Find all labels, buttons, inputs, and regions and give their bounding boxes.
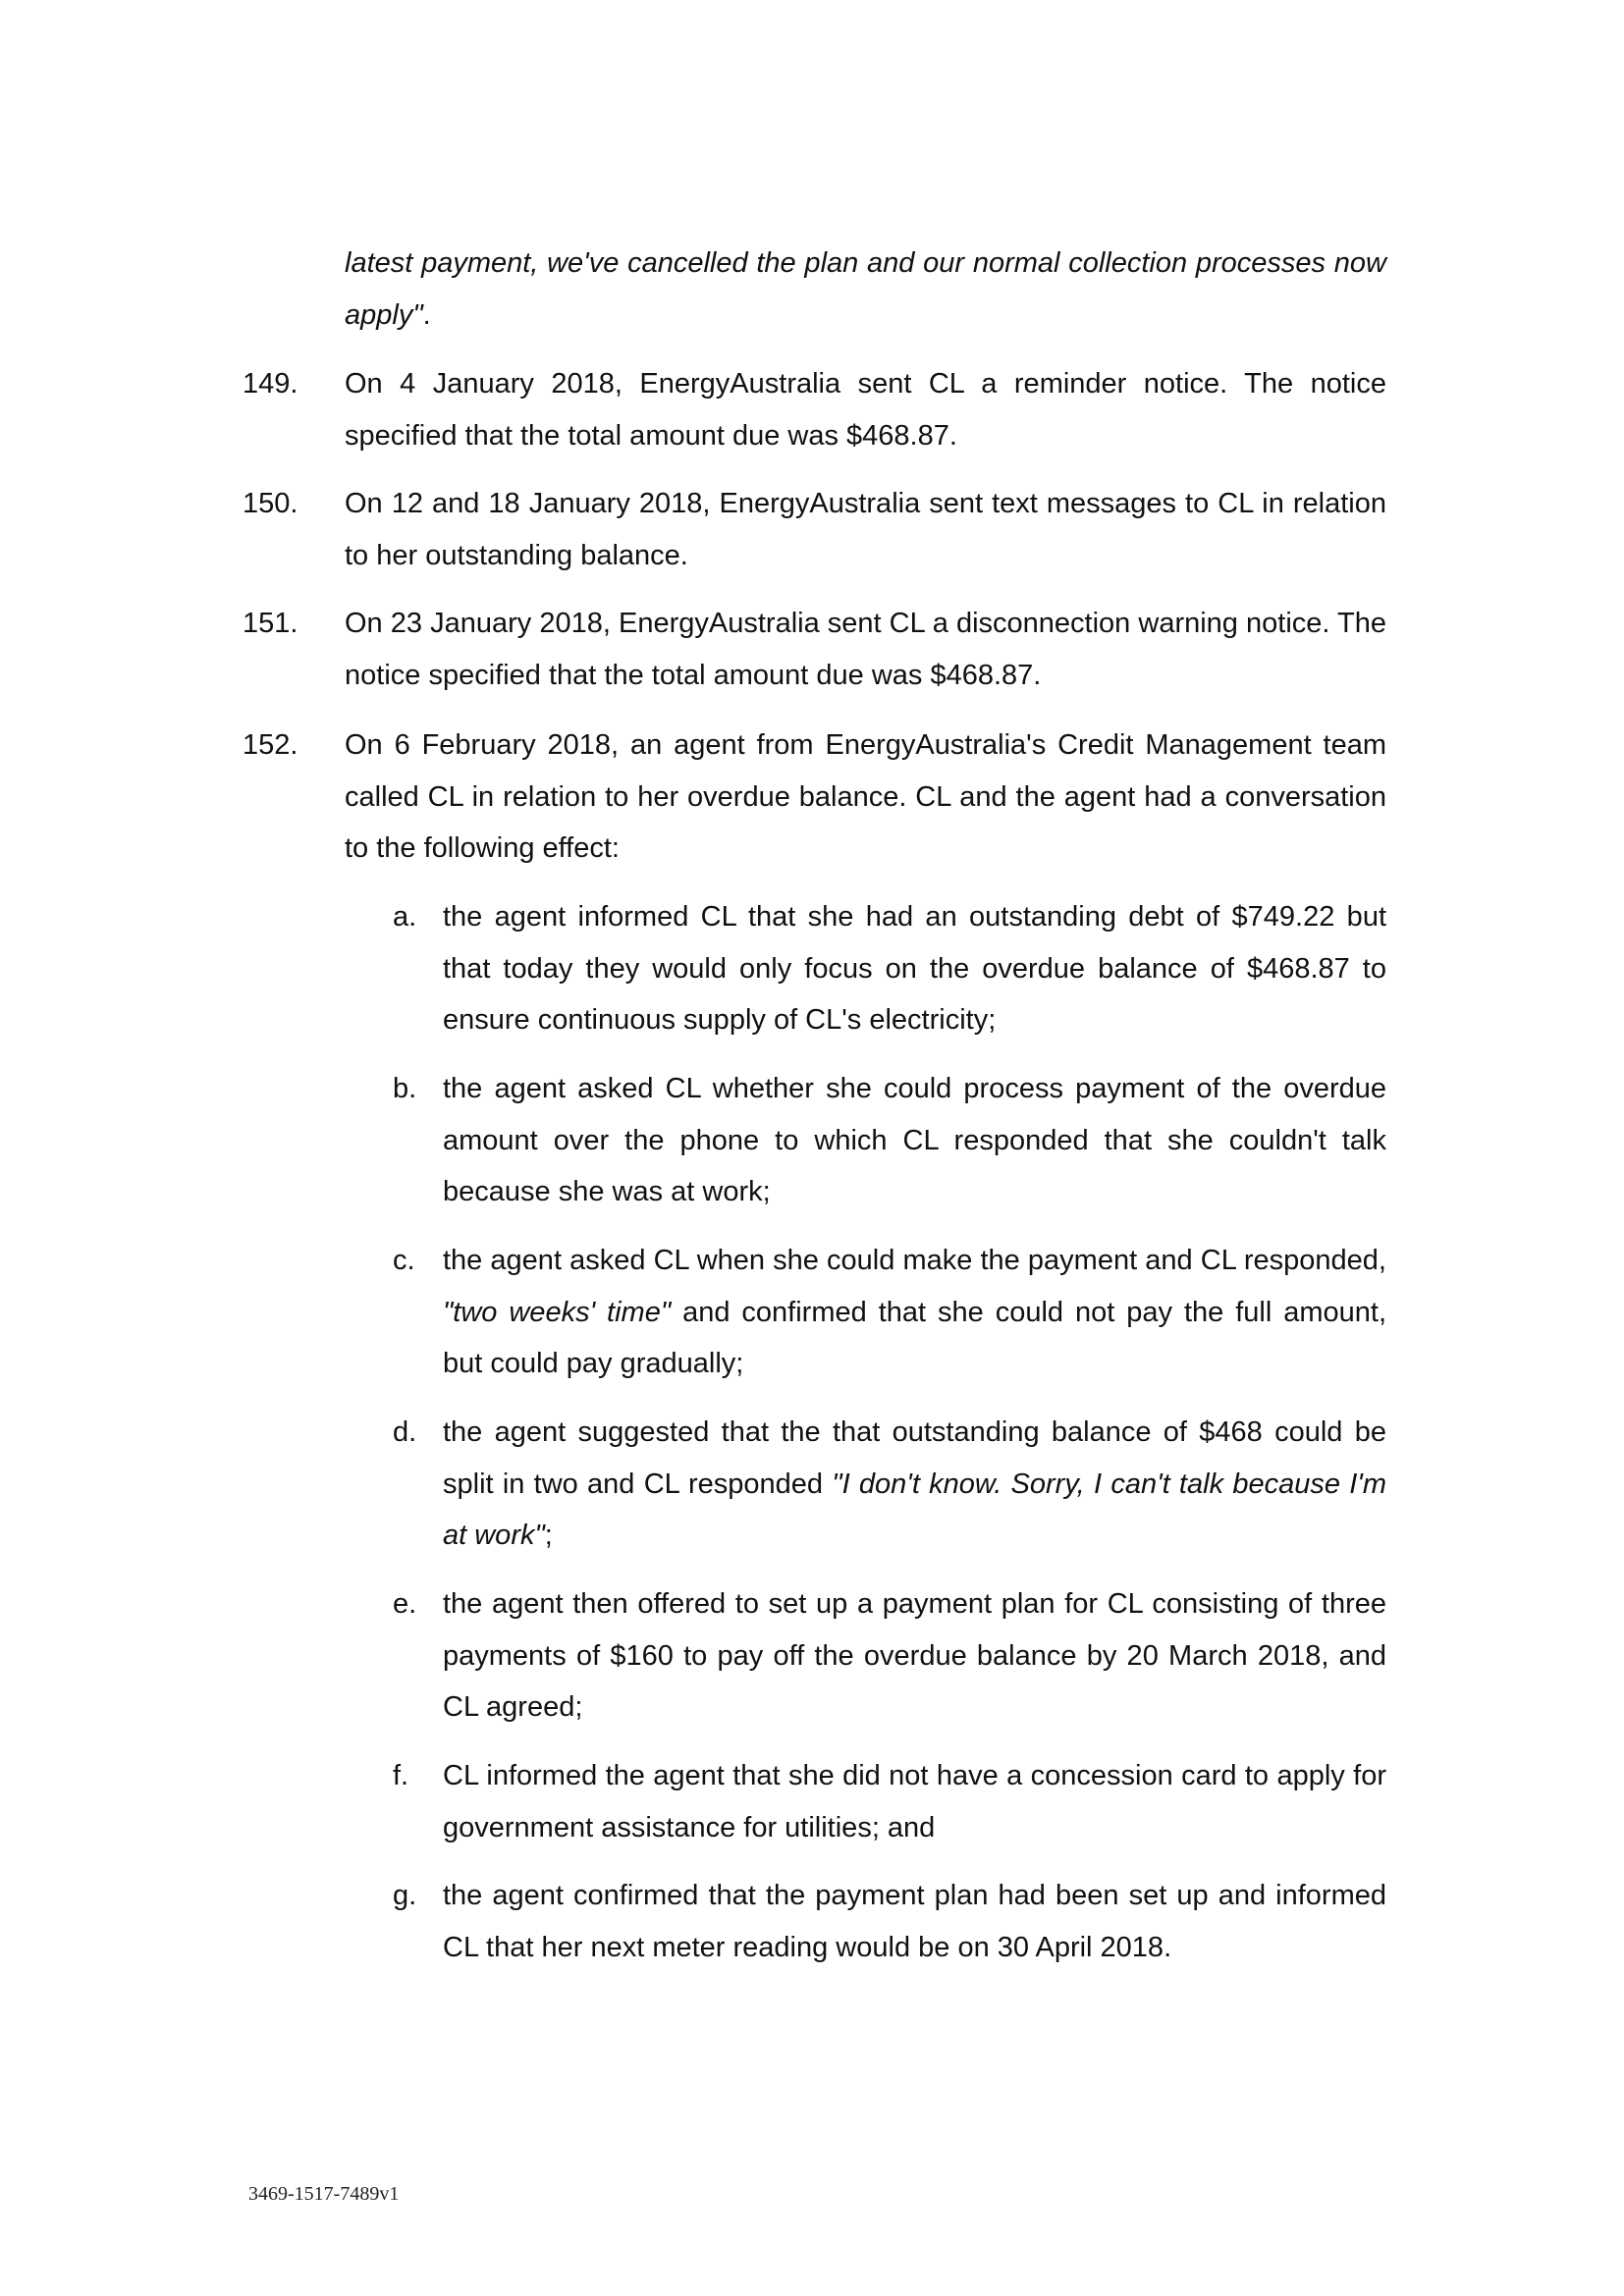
list-item-letter: b. <box>393 1073 417 1104</box>
paragraph-text: On 23 January 2018, EnergyAustralia sent CL a disconnection warning notice. The notice specified that the total amount due was $468.87. <box>345 608 1386 691</box>
paragraph-text: On 6 February 2018, an agent from EnergyAustralia's Credit Management team called CL in relation to her overdue balance. CL and the agent had a conversation to the following effect: <box>345 729 1386 864</box>
list-item-text: the agent then offered to set up a payment plan for CL consisting of three payments of $160 to pay off the overdue balance by 20 March 2018, and CL agreed; <box>443 1588 1386 1723</box>
list-item-text-before: the agent suggested that the that outstanding balance of $468 could be split in two and CL responded <box>443 1416 1386 1500</box>
list-item-text-before: the agent asked CL when she could make the payment and CL responded, <box>443 1245 1386 1276</box>
continuation-text <box>345 238 1386 341</box>
list-item-letter: a. <box>393 901 417 933</box>
paragraph-number: 151. <box>243 608 298 639</box>
continuation-period: . <box>422 298 431 331</box>
list-item-letter: e. <box>393 1588 417 1620</box>
list-item-quote: "I don't know. Sorry, I can't talk because I'm at work" <box>443 1468 1386 1551</box>
list-item-letter: c. <box>393 1245 415 1276</box>
paragraph-number: 150. <box>243 488 298 519</box>
list-item-text-after: ; <box>544 1520 553 1551</box>
list-item-text-after: and confirmed that she could not pay the full amount, but could pay gradually; <box>443 1296 1387 1379</box>
list-item-text: the agent confirmed that the payment plan had been set up and informed CL that her next meter reading would be on 30 April 2018. <box>443 1880 1386 1963</box>
list-item-text <box>443 1235 1386 1390</box>
list-item-text <box>443 1407 1386 1562</box>
paragraph-text: On 12 and 18 January 2018, EnergyAustralia sent text messages to CL in relation to her outstanding balance. <box>345 488 1386 571</box>
list-item-quote: "two weeks' time" <box>443 1296 672 1328</box>
list-item-text: CL informed the agent that she did not have a concession card to apply for government assistance for utilities; and <box>443 1760 1386 1843</box>
paragraph-number: 152. <box>243 729 298 761</box>
list-item-text: the agent informed CL that she had an outstanding debt of $749.22 but that today they would only focus on the overdue balance of $468.87 to ensure continuous supply of CL's electricity; <box>443 901 1386 1036</box>
document-id-footer: 3469-1517-7489v1 <box>248 2183 400 2205</box>
paragraph-text: On 4 January 2018, EnergyAustralia sent CL a reminder notice. The notice specified that the total amount due was $468.87. <box>345 368 1386 452</box>
paragraph-number: 149. <box>243 368 298 400</box>
list-item-letter: g. <box>393 1880 417 1911</box>
list-item-letter: f. <box>393 1760 409 1791</box>
continuation-quote: latest payment, we've cancelled the plan and our normal collection processes now apply" <box>345 247 1386 331</box>
list-item-text: the agent asked CL whether she could process payment of the overdue amount over the phone to which CL responded that she couldn't talk because she was at work; <box>443 1073 1386 1207</box>
list-item-letter: d. <box>393 1416 417 1448</box>
